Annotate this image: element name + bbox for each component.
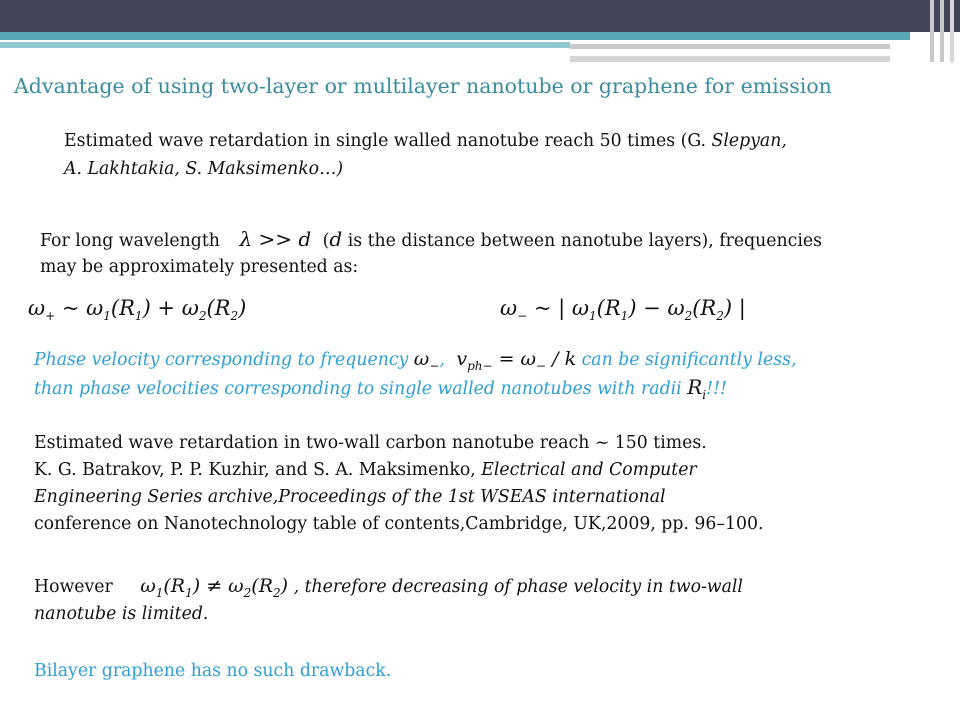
top-bar	[0, 0, 960, 32]
formula-omega-minus: $\omega_-$ ~ | $\omega_1(R_1) - \omega_2(R_2)$ |	[500, 296, 746, 324]
slide-title: Advantage of using two-layer or multilayer nanotube or graphene for emission	[14, 74, 832, 98]
paragraph-bilayer: Bilayer graphene has no such drawback.	[34, 661, 392, 681]
text: K. G. Batrakov, P. P. Kuzhir, and S. A. Maksimenko,	[34, 460, 482, 480]
grey-stripe-2	[570, 56, 890, 62]
text: For long wavelength	[40, 231, 220, 251]
edge-line	[950, 0, 954, 62]
formula-lambda-gg-d: λ >> d	[239, 227, 312, 251]
formula-d: d	[329, 227, 343, 251]
paragraph-single-walled	[64, 128, 787, 154]
edge-line	[930, 0, 934, 62]
paragraph-two-wall: Estimated wave retardation in two-wall carbon nanotube reach ~ 150 times.	[34, 433, 707, 453]
text: Phase velocity corresponding to frequency	[34, 350, 409, 370]
text: is the distance between nanotube layers), frequencies	[342, 231, 822, 251]
blue-paragraph-line2	[34, 374, 727, 408]
text: !!!	[706, 379, 727, 399]
paragraph-long-wavelength	[40, 226, 822, 254]
text: (	[322, 231, 330, 251]
reference-line1	[34, 457, 697, 483]
text-italic: A. Lakhtakia, S. Maksimenko…)	[64, 159, 344, 179]
formula-phase-velocity: $v_{ph-} = \omega_- / k$	[456, 348, 577, 373]
accent-stripe	[0, 32, 910, 40]
paragraph-authors	[64, 156, 343, 182]
text: than phase velocities corresponding to single walled nanotubes with radii	[34, 379, 682, 399]
text-italic: Engineering Series archive,Proceedings of the 1st WSEAS international	[34, 487, 666, 507]
edge-line	[940, 0, 944, 62]
grey-stripe	[570, 44, 890, 49]
reference-line3: conference on Nanotechnology table of contents,Cambridge, UK,2009, pp. 96–100.	[34, 514, 764, 534]
formula-Ri: $R_i$	[687, 375, 707, 402]
reference-line2	[34, 484, 666, 510]
text-italic: Electrical and Computer	[481, 460, 697, 480]
formula-inequality: $\omega_1(R_1) \ne \omega_2(R_2)$	[140, 575, 289, 600]
accent-stripe-light	[0, 42, 570, 48]
text: can be significantly less,	[581, 350, 797, 370]
text: However	[34, 577, 113, 597]
formula-omega-minus-inline: $\omega_-$	[413, 348, 440, 373]
paragraph-approx: may be approximately presented as:	[40, 257, 359, 277]
text-italic: Slepyan,	[711, 131, 787, 151]
formula-omega-plus: $\omega_+$ ~ $\omega_1(R_1) + \omega_2(R_2)$	[28, 296, 247, 324]
paragraph-limited	[34, 601, 208, 627]
text: Estimated wave retardation in single walled nanotube reach 50 times (G.	[64, 131, 712, 151]
text: ,	[439, 350, 445, 370]
text-italic: nanotube is limited.	[34, 604, 209, 624]
text-italic: , therefore decreasing of phase velocity in two-wall	[293, 577, 743, 597]
